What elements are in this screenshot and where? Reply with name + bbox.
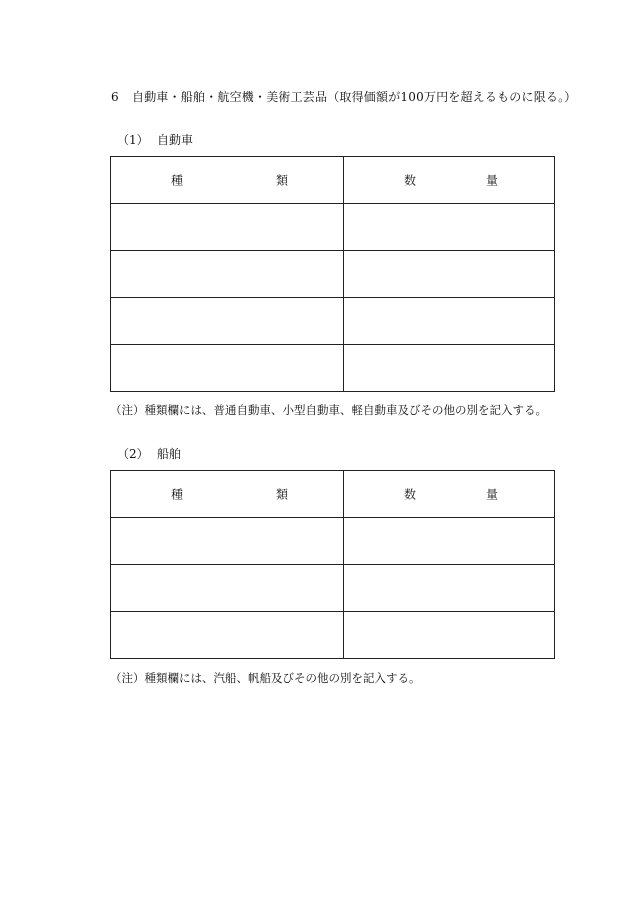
type-cell[interactable] [111, 204, 344, 251]
table-row [111, 565, 555, 612]
table-header-row [111, 157, 555, 204]
quantity-cell[interactable] [344, 518, 555, 565]
quantity-cell[interactable] [344, 298, 555, 345]
type-cell[interactable] [111, 612, 344, 659]
section-title: 自動車・船舶・航空機・美術工芸品（取得価額が100万円を超えるものに限る。） [132, 90, 577, 104]
ship-table [110, 470, 555, 659]
table-row [111, 345, 555, 392]
section-heading [111, 88, 577, 105]
quantity-cell[interactable] [344, 612, 555, 659]
subsection-title: 自動車 [157, 133, 194, 147]
column-header-quantity: 数 量 [344, 157, 555, 204]
type-cell[interactable] [111, 565, 344, 612]
subsection-heading-automobiles [117, 131, 193, 148]
type-cell[interactable] [111, 345, 344, 392]
column-header-type: 種 類 [111, 471, 344, 518]
quantity-cell[interactable] [344, 565, 555, 612]
section-number: 6 [111, 90, 119, 104]
type-cell[interactable] [111, 251, 344, 298]
note-ships: （注）種類欄には、汽船、帆船及びその他の別を記入する。 [110, 671, 421, 685]
type-cell[interactable] [111, 298, 344, 345]
table-row [111, 298, 555, 345]
table-row [111, 518, 555, 565]
quantity-cell[interactable] [344, 204, 555, 251]
table-row [111, 612, 555, 659]
subsection-number: （2） [117, 447, 149, 461]
column-header-quantity: 数 量 [344, 471, 555, 518]
table-row [111, 204, 555, 251]
note-automobiles: （注）種類欄には、普通自動車、小型自動車、軽自動車及びその他の別を記入する。 [110, 403, 547, 417]
column-header-type: 種 類 [111, 157, 344, 204]
automobile-table [110, 156, 555, 392]
subsection-heading-ships [117, 445, 181, 462]
table-header-row [111, 471, 555, 518]
subsection-number: （1） [117, 133, 149, 147]
quantity-cell[interactable] [344, 345, 555, 392]
quantity-cell[interactable] [344, 251, 555, 298]
table-row [111, 251, 555, 298]
type-cell[interactable] [111, 518, 344, 565]
subsection-title: 船舶 [157, 447, 182, 461]
